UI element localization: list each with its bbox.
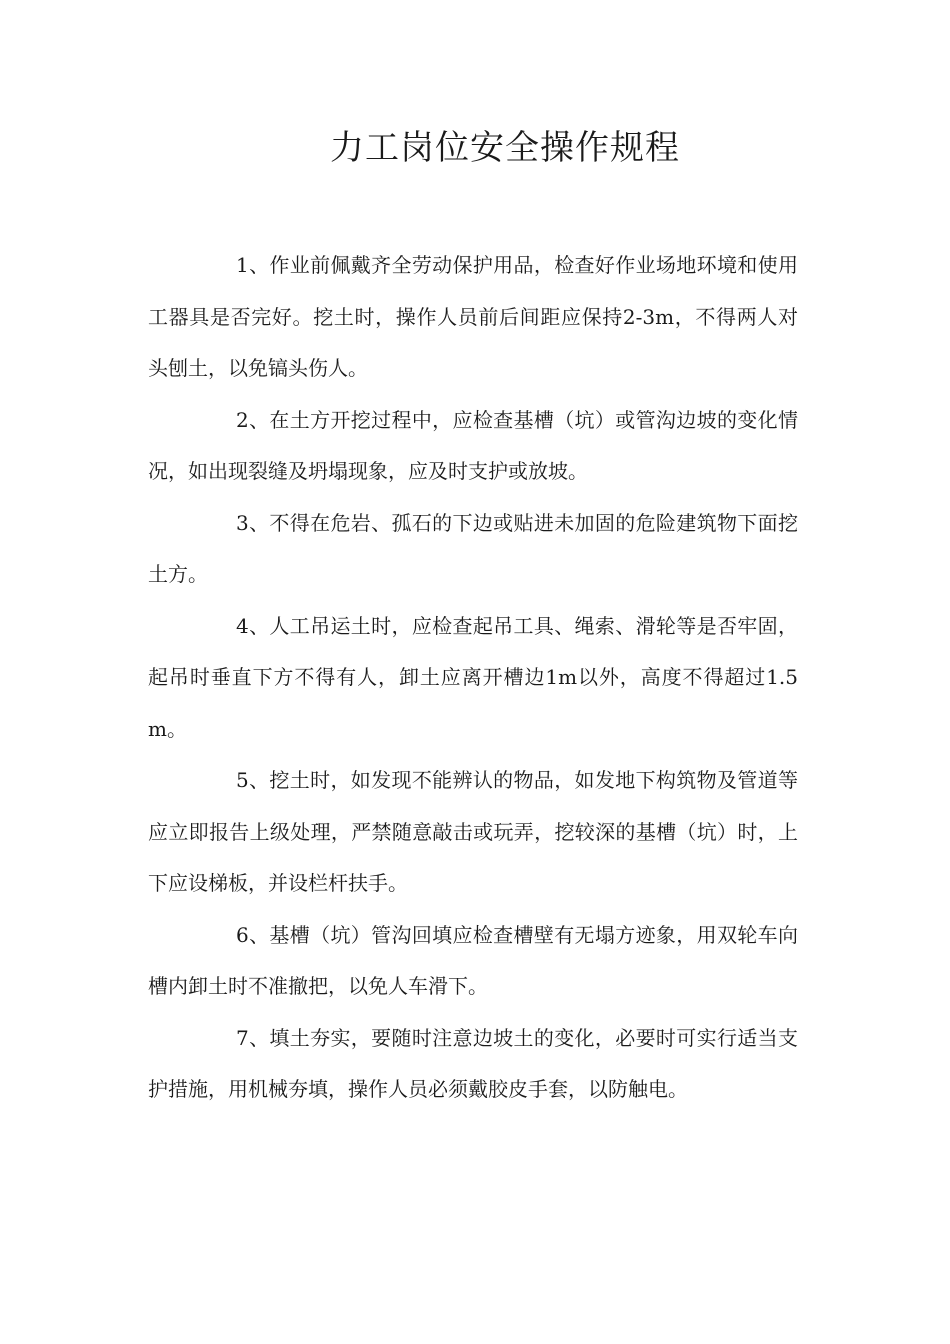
document-body bbox=[148, 240, 798, 1116]
paragraph-7: 7、填土夯实，要随时注意边坡土的变化，必要时可实行适当支护措施，用机械夯填，操作人员必须戴胶皮手套，以防触电。 bbox=[148, 1025, 798, 1101]
paragraph-4: 4、人工吊运土时，应检查起吊工具、绳索、滑轮等是否牢固，起吊时垂直下方不得有人，卸土应离开槽边1m以外，高度不得超过1.5m。 bbox=[148, 613, 798, 741]
paragraph-1: 1、作业前佩戴齐全劳动保护用品，检查好作业场地环境和使用工器具是否完好。挖土时，操作人员前后间距应保持2-3m，不得两人对头刨土，以免镐头伤人。 bbox=[148, 253, 798, 380]
paragraph-3: 3、不得在危岩、孤石的下边或贴进未加固的危险建筑物下面挖土方。 bbox=[148, 510, 798, 586]
paragraph-2: 2、在土方开挖过程中，应检查基槽（坑）或管沟边坡的变化情况，如出现裂缝及坍塌现象，应及时支护或放坡。 bbox=[148, 407, 798, 483]
paragraph-6: 6、基槽（坑）管沟回填应检查槽壁有无塌方迹象，用双轮车向槽内卸土时不准撤把，以免人车滑下。 bbox=[148, 922, 798, 998]
document-title: 力工岗位安全操作规程 bbox=[330, 128, 680, 168]
paragraph-5: 5、挖土时，如发现不能辨认的物品，如发地下构筑物及管道等应立即报告上级处理，严禁随意敲击或玩弄，挖较深的基槽（坑）时，上下应设梯板，并设栏杆扶手。 bbox=[148, 768, 798, 895]
